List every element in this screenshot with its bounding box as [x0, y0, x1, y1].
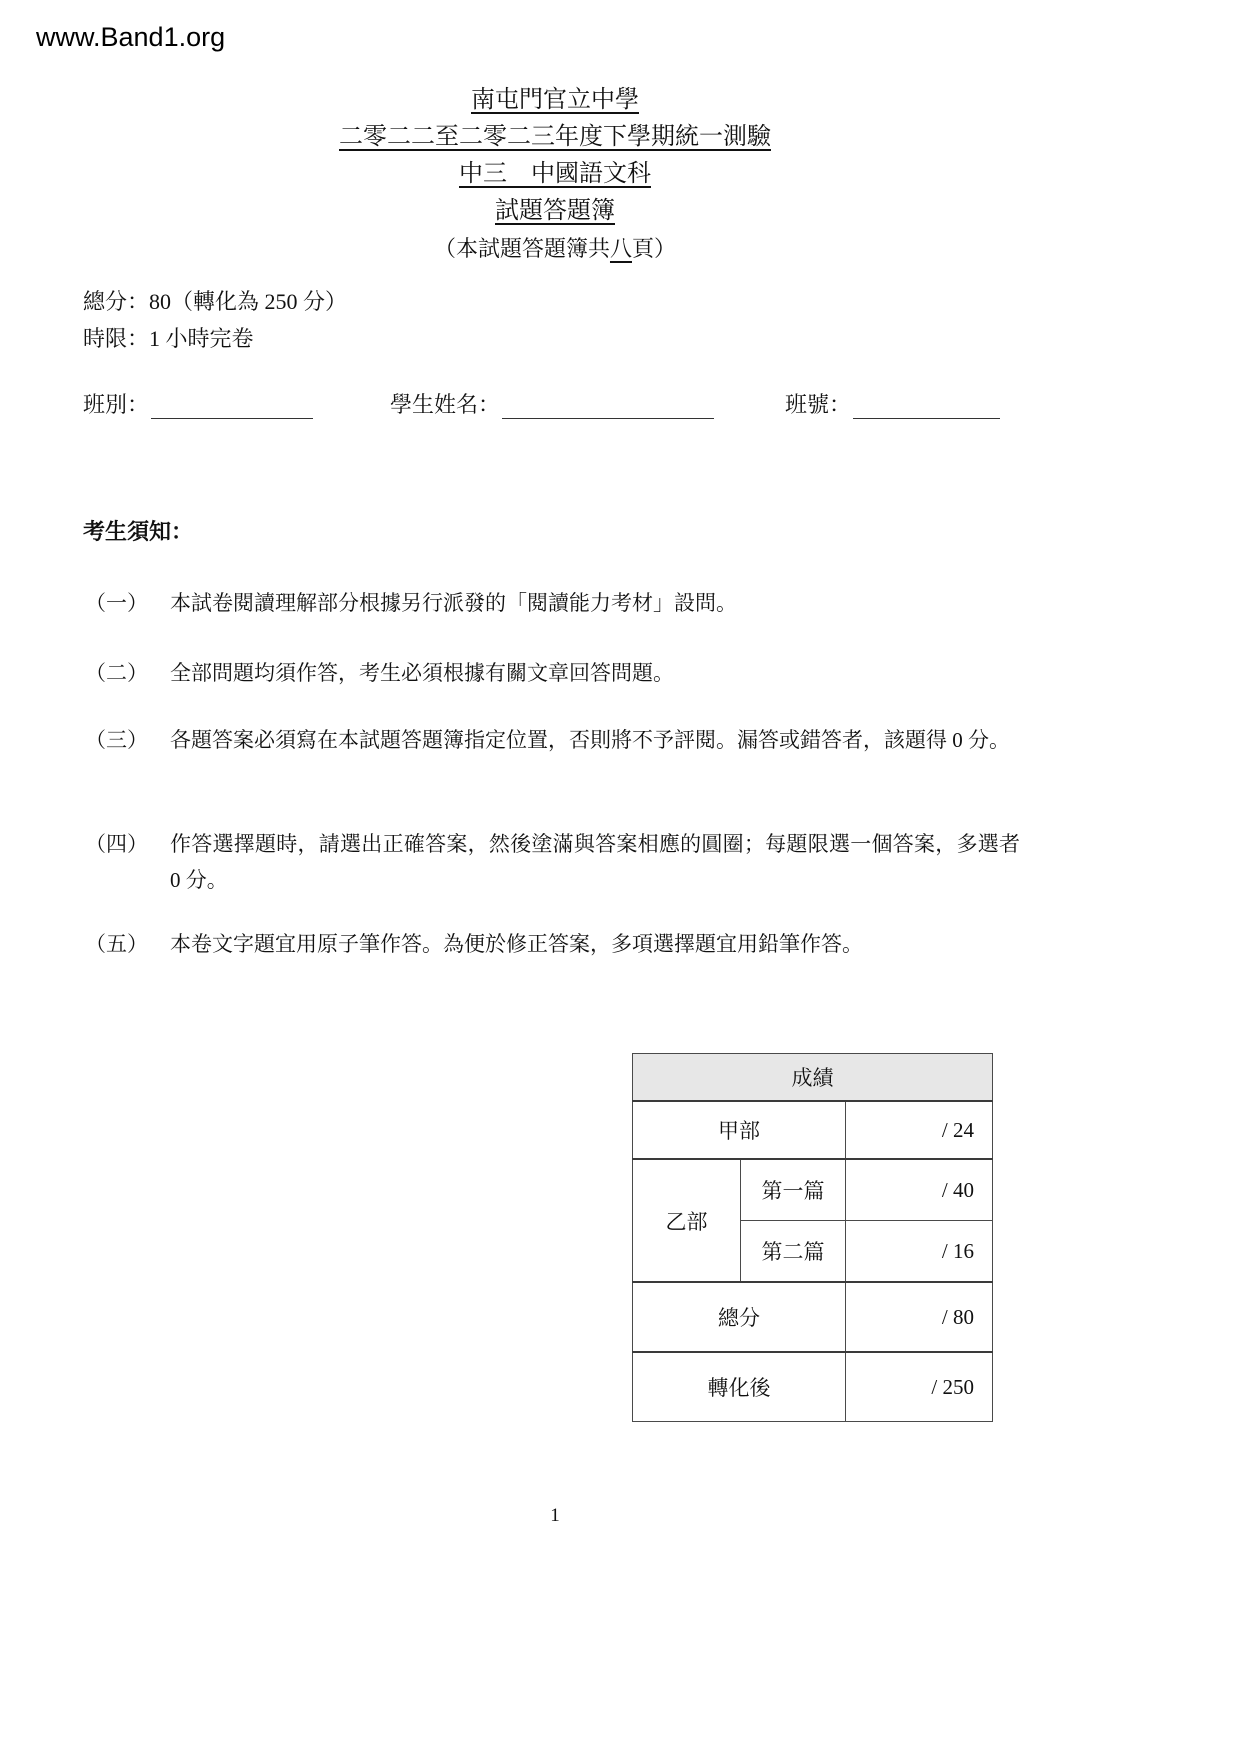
note-item-1 [85, 585, 1020, 621]
note-text: 作答選擇題時，請選出正確答案，然後塗滿與答案相應的圓圈；每題限選一個答案，多選者 0 分。 [170, 832, 1020, 892]
note-number: （二） [85, 661, 148, 685]
class-field [83, 388, 313, 419]
converted-score: / 250 [846, 1352, 993, 1422]
score-table [632, 1053, 993, 1422]
page-number: 1 [550, 1505, 560, 1526]
title-block [0, 82, 1110, 267]
part-b-passage-1-score: / 40 [846, 1159, 993, 1221]
pages-note-count: 八 [609, 236, 632, 261]
note-number: （一） [85, 591, 148, 615]
class-number-field [785, 388, 1000, 419]
total-score: / 80 [846, 1282, 993, 1352]
class-label: 班別： [83, 392, 150, 417]
class-number-blank [853, 394, 1000, 419]
exam-term: 二零二二至二零二三年度下學期統一測驗 [339, 124, 771, 150]
candidate-notes-heading: 考生須知： [83, 519, 194, 544]
student-info-row [0, 388, 1240, 428]
score-row-converted [633, 1352, 993, 1422]
total-score-line: 總分：80（轉化為 250 分） [83, 289, 348, 314]
pages-note-suffix: 頁） [632, 236, 677, 261]
score-row-part-a [633, 1101, 993, 1159]
note-item-5 [85, 926, 1020, 962]
pages-note-prefix: （本試題答題簿共 [433, 236, 610, 261]
school-name: 南屯門官立中學 [471, 87, 639, 113]
note-text: 全部問題均須作答，考生必須根據有關文章回答問題。 [170, 661, 674, 685]
student-name-field [390, 388, 714, 419]
student-name-blank [502, 394, 714, 419]
part-a-label: 甲部 [633, 1101, 846, 1159]
exam-info-block [83, 283, 347, 357]
score-row-part-b-1 [633, 1159, 993, 1221]
note-item-2 [85, 655, 1020, 691]
pages-note [0, 230, 1110, 267]
part-b-passage-2-score: / 16 [846, 1221, 993, 1283]
part-b-label: 乙部 [633, 1159, 741, 1282]
class-number-label: 班號： [785, 392, 852, 417]
form-subject: 中三 中國語文科 [459, 161, 651, 187]
score-table-header-row [633, 1054, 993, 1102]
score-row-total [633, 1282, 993, 1352]
note-text: 本卷文字題宜用原子筆作答。為便於修正答案，多項選擇題宜用鉛筆作答。 [170, 932, 863, 956]
score-table-header: 成績 [633, 1054, 993, 1102]
note-number: （四） [85, 832, 148, 856]
watermark-url: www.Band1.org [36, 22, 226, 52]
total-label: 總分 [633, 1282, 846, 1352]
note-item-4 [85, 826, 1020, 898]
part-b-passage-2-label: 第二篇 [741, 1221, 846, 1283]
class-blank [151, 394, 313, 419]
note-item-3 [85, 722, 1020, 758]
time-limit-line: 時限：1 小時完卷 [83, 326, 254, 351]
part-b-passage-1-label: 第一篇 [741, 1159, 846, 1221]
note-text: 本試卷閱讀理解部分根據另行派發的「閱讀能力考材」設問。 [170, 591, 737, 615]
note-number: （三） [85, 728, 148, 752]
student-name-label: 學生姓名： [390, 392, 501, 417]
booklet-title: 試題答題簿 [495, 198, 615, 224]
note-number: （五） [85, 932, 148, 956]
note-text: 各題答案必須寫在本試題答題簿指定位置，否則將不予評閱。漏答或錯答者，該題得 0 分。 [170, 728, 1010, 752]
part-a-score: / 24 [846, 1101, 993, 1159]
converted-label: 轉化後 [633, 1352, 846, 1422]
